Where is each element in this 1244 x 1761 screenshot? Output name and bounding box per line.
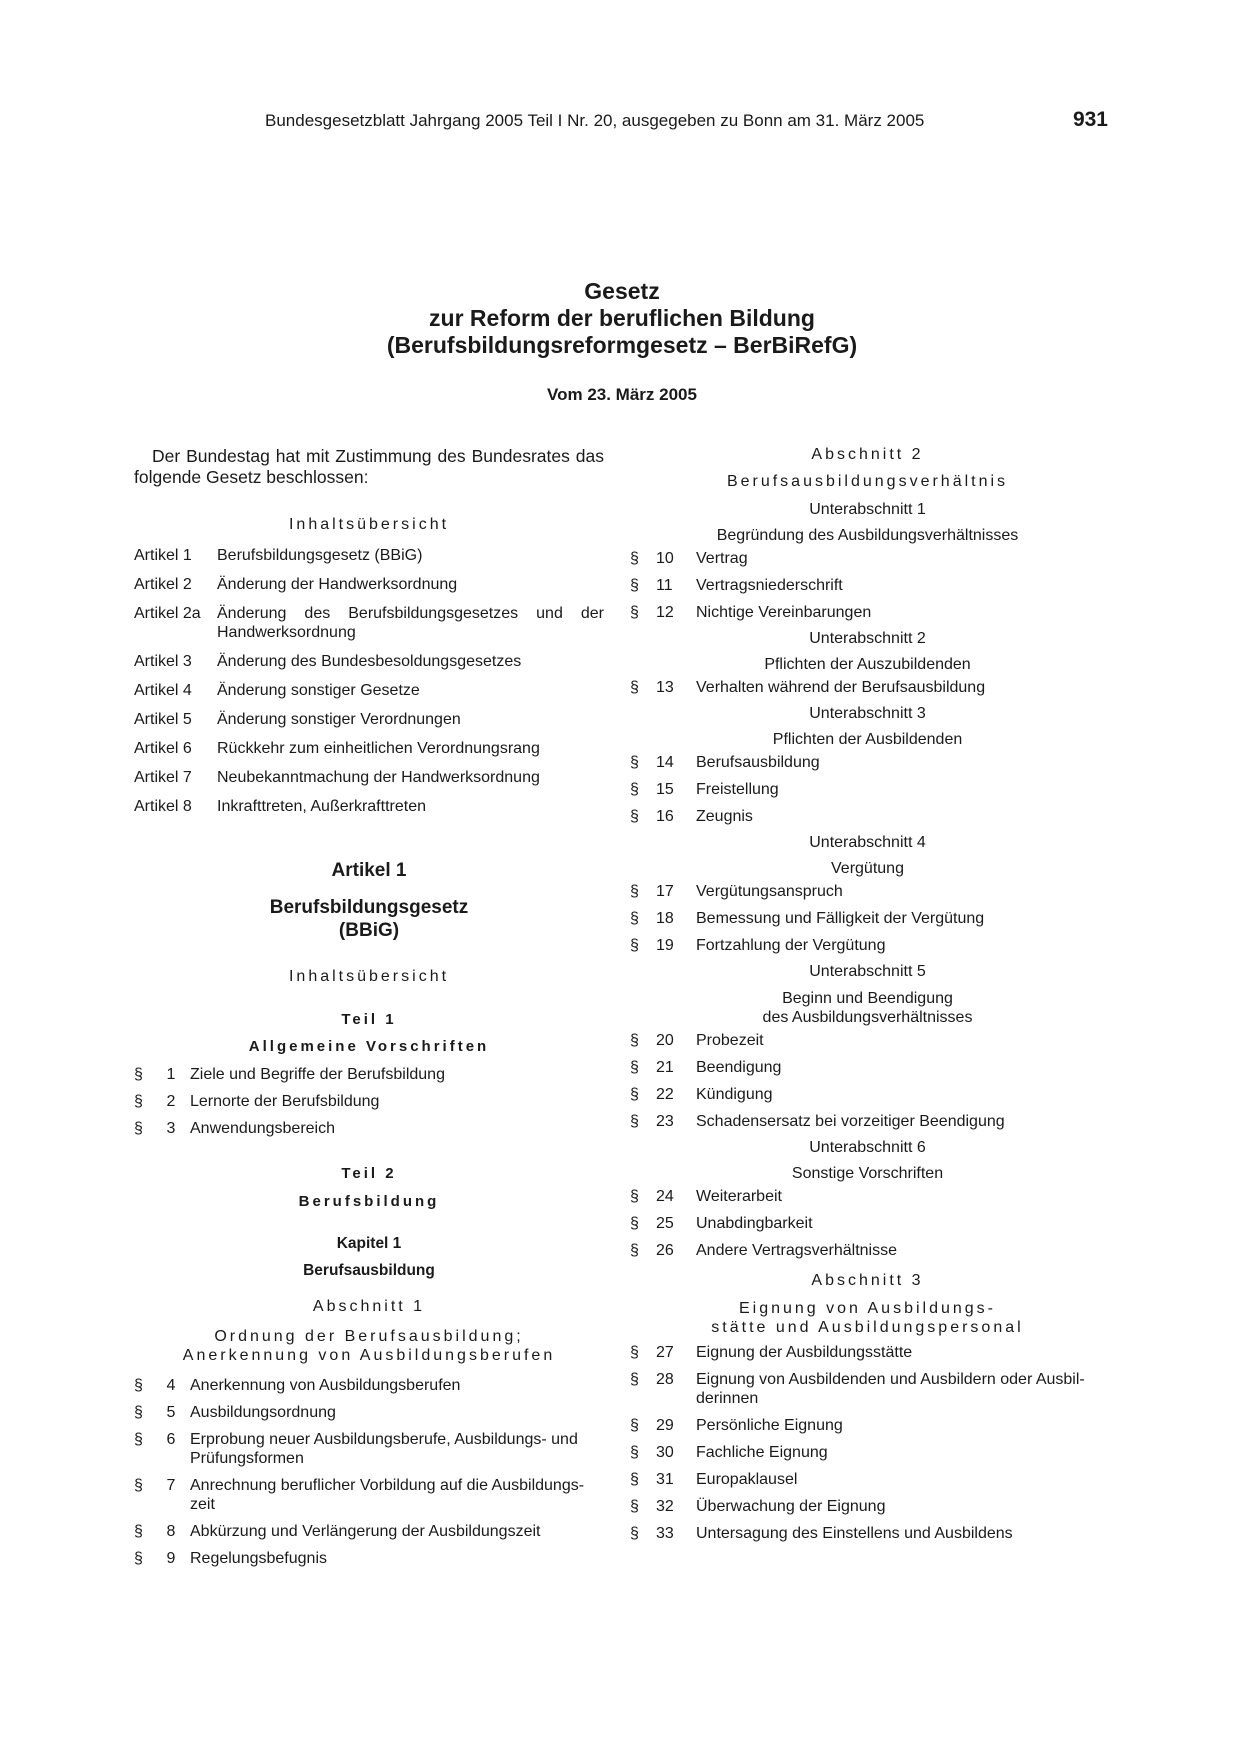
teil1-list <box>134 1065 604 1138</box>
article-row <box>134 797 604 816</box>
section-symbol: § <box>630 1344 639 1361</box>
section-symbol: § <box>630 1086 639 1103</box>
overview-heading: Inhaltsübersicht <box>288 516 450 533</box>
section-title: Abkürzung und Verlängerung der Ausbildungszeit <box>190 1523 541 1540</box>
section-number: 6 <box>166 1431 176 1448</box>
article-title: Änderung sonstiger Verordnungen <box>217 711 461 728</box>
unterabschnitt-heading: Unterabschnitt 3 <box>809 705 926 722</box>
section-number: 9 <box>166 1550 176 1567</box>
artikel1-title-line2: (BBiG) <box>338 920 400 941</box>
section-symbol: § <box>630 1032 639 1049</box>
abschnitt3-title-line2: stätte und Ausbildungspersonal <box>711 1319 1024 1336</box>
section-number: 23 <box>656 1113 674 1130</box>
article-row <box>134 652 604 671</box>
unterabschnitt-title: Vergütung <box>831 860 904 877</box>
law-title-line3: (Berufsbildungsreformgesetz – BerBiRefG) <box>386 332 858 358</box>
section-title: Vergütungsanspruch <box>696 883 843 900</box>
section-symbol: § <box>630 577 639 594</box>
article-title: Berufsbildungsgesetz (BBiG) <box>217 547 423 564</box>
section-title: Europaklausel <box>696 1471 798 1488</box>
section-number: 12 <box>656 604 674 621</box>
article-row <box>134 546 604 565</box>
section-number: 15 <box>656 781 674 798</box>
article-title: Neubekanntmachung der Handwerksordnung <box>217 769 540 786</box>
section-number: 4 <box>166 1377 176 1394</box>
unterabschnitt-title: Begründung des Ausbildungsverhältnisses <box>716 527 1019 544</box>
paragraph-row <box>630 1443 1105 1462</box>
section-title: Eignung von Ausbildenden und Ausbildern oder Ausbil-derinnen <box>696 1371 1085 1407</box>
article-label: Artikel 4 <box>134 682 192 699</box>
section-number: 30 <box>656 1444 674 1461</box>
section-title: Vertrag <box>696 550 748 567</box>
section-symbol: § <box>630 910 639 927</box>
section-number: 32 <box>656 1498 674 1515</box>
article-title: Änderung des Berufsbildungsgesetzes und der Handwerksordnung <box>217 605 604 641</box>
section-title: Anrechnung beruflicher Vorbildung auf die Ausbildungs-zeit <box>190 1477 585 1513</box>
kapitel1-heading: Kapitel 1 <box>336 1235 402 1252</box>
section-symbol: § <box>630 604 639 621</box>
law-title-line1: Gesetz <box>584 278 660 304</box>
paragraph-row <box>630 1031 1105 1050</box>
article-label: Artikel 6 <box>134 740 192 757</box>
section-number: 17 <box>656 883 674 900</box>
section-number: 21 <box>656 1059 674 1076</box>
article-label: Artikel 2 <box>134 576 192 593</box>
article-title: Änderung der Handwerksordnung <box>217 576 458 593</box>
section-number: 7 <box>166 1477 176 1494</box>
section-title: Freistellung <box>696 781 779 798</box>
paragraph-row <box>630 576 1105 595</box>
abschnitt3-title <box>630 1299 1105 1337</box>
paragraph-row <box>134 1119 604 1138</box>
paragraph-row <box>134 1430 604 1468</box>
unterabschnitt-title: Pflichten der Auszubildenden <box>764 656 971 673</box>
paragraph-row <box>630 603 1105 622</box>
paragraph-row <box>630 1416 1105 1435</box>
paragraph-row <box>630 1214 1105 1233</box>
section-number: 11 <box>656 577 673 594</box>
abschnitt3-heading: Abschnitt 3 <box>811 1272 924 1289</box>
section-number: 3 <box>166 1120 176 1137</box>
article-row <box>134 768 604 787</box>
running-header: Bundesgesetzblatt Jahrgang 2005 Teil I Nr. 20, ausgegeben zu Bonn am 31. März 2005 <box>265 111 925 130</box>
law-title <box>0 278 1244 359</box>
section-number: 1 <box>166 1066 176 1083</box>
paragraph-row <box>630 780 1105 799</box>
section-symbol: § <box>630 883 639 900</box>
unterabschnitt-title: Sonstige Vorschriften <box>791 1165 944 1182</box>
paragraph-row <box>630 1058 1105 1077</box>
section-number: 13 <box>656 679 674 696</box>
section-symbol: § <box>630 1371 639 1388</box>
section-number: 28 <box>656 1371 674 1388</box>
section-symbol: § <box>134 1431 143 1448</box>
teil2-title: Berufsbildung <box>298 1193 440 1210</box>
unterabschnitt-title-line1: Beginn und Beendigung <box>782 990 953 1007</box>
article-label: Artikel 7 <box>134 769 192 786</box>
section-title: Berufsausbildung <box>696 754 820 771</box>
paragraph-row <box>134 1522 604 1541</box>
paragraph-row <box>630 882 1105 901</box>
paragraph-row <box>630 1343 1105 1362</box>
section-title: Lernorte der Berufsbildung <box>190 1093 380 1110</box>
abschnitt2-heading: Abschnitt 2 <box>811 446 924 463</box>
section-number: 20 <box>656 1032 674 1049</box>
section-title: Fachliche Eignung <box>696 1444 828 1461</box>
paragraph-row <box>630 549 1105 568</box>
article-label: Artikel 1 <box>134 547 192 564</box>
abschnitt1-title <box>134 1327 604 1365</box>
section-symbol: § <box>134 1550 143 1567</box>
section-title: Erprobung neuer Ausbildungsberufe, Ausbildungs- und Prüfungsformen <box>190 1431 578 1467</box>
section-number: 19 <box>656 937 674 954</box>
left-column <box>134 446 604 1576</box>
section-symbol: § <box>134 1093 143 1110</box>
section-symbol: § <box>134 1523 143 1540</box>
artikel1-heading: Artikel 1 <box>331 860 407 881</box>
section-title: Weiterarbeit <box>696 1188 782 1205</box>
paragraph-row <box>134 1403 604 1422</box>
section-number: 27 <box>656 1344 674 1361</box>
unterabschnitt-title: Pflichten der Ausbildenden <box>772 731 963 748</box>
article-label: Artikel 8 <box>134 798 192 815</box>
section-title: Regelungsbefugnis <box>190 1550 327 1567</box>
right-column <box>630 446 1105 1551</box>
section-symbol: § <box>630 1525 639 1542</box>
section-symbol: § <box>630 1215 639 1232</box>
artikel1-title-line1: Berufsbildungsgesetz <box>269 897 469 918</box>
section-symbol: § <box>630 781 639 798</box>
paragraph-row <box>630 678 1105 697</box>
page-number: 931 <box>1072 108 1108 131</box>
paragraph-row <box>630 1524 1105 1543</box>
paragraph-row <box>134 1376 604 1395</box>
abschnitt1-list <box>134 1376 604 1568</box>
section-number: 18 <box>656 910 674 927</box>
section-number: 31 <box>656 1471 674 1488</box>
law-date: Vom 23. März 2005 <box>547 385 697 404</box>
unterabschnitt-heading: Unterabschnitt 2 <box>809 630 926 647</box>
teil1-title: Allgemeine Vorschriften <box>248 1038 490 1055</box>
section-symbol: § <box>134 1066 143 1083</box>
section-title: Anerkennung von Ausbildungsberufen <box>190 1377 461 1394</box>
article-title: Änderung sonstiger Gesetze <box>217 682 420 699</box>
article-title: Inkrafttreten, Außerkrafttreten <box>217 798 426 815</box>
section-title: Ziele und Begriffe der Berufsbildung <box>190 1066 445 1083</box>
section-number: 8 <box>166 1523 176 1540</box>
section-title: Zeugnis <box>696 808 753 825</box>
article-row <box>134 739 604 758</box>
paragraph-row <box>630 1085 1105 1104</box>
section-title: Nichtige Vereinbarungen <box>696 604 872 621</box>
section-symbol: § <box>630 1444 639 1461</box>
abschnitt1-title-line1: Ordnung der Berufsausbildung; <box>214 1328 524 1345</box>
unterabschnitt-title <box>630 989 1105 1027</box>
section-symbol: § <box>630 1242 639 1259</box>
section-title: Anwendungsbereich <box>190 1120 335 1137</box>
section-title: Bemessung und Fälligkeit der Vergütung <box>696 910 985 927</box>
paragraph-row <box>630 753 1105 772</box>
paragraph-row <box>134 1476 604 1514</box>
abschnitt2-title: Berufsausbildungsverhältnis <box>726 473 1009 490</box>
article-row <box>134 604 604 642</box>
article-title: Rückkehr zum einheitlichen Verordnungsrang <box>217 740 540 757</box>
paragraph-row <box>630 1112 1105 1131</box>
section-title: Andere Vertragsverhältnisse <box>696 1242 897 1259</box>
section-number: 14 <box>656 754 674 771</box>
section-title: Fortzahlung der Vergütung <box>696 937 886 954</box>
section-symbol: § <box>630 754 639 771</box>
section-title: Untersagung des Einstellens und Ausbildens <box>696 1525 1013 1542</box>
section-title: Ausbildungsordnung <box>190 1404 336 1421</box>
section-symbol: § <box>630 1188 639 1205</box>
unterabschnitt-heading: Unterabschnitt 1 <box>809 501 926 518</box>
section-number: 33 <box>656 1525 674 1542</box>
paragraph-row <box>134 1549 604 1568</box>
paragraph-row <box>630 1241 1105 1260</box>
section-symbol: § <box>630 550 639 567</box>
article-row <box>134 710 604 729</box>
section-symbol: § <box>630 937 639 954</box>
abschnitt3-title-line1: Eignung von Ausbildungs- <box>738 1300 997 1317</box>
paragraph-row <box>630 909 1105 928</box>
article-row <box>134 681 604 700</box>
section-symbol: § <box>630 808 639 825</box>
section-symbol: § <box>630 1498 639 1515</box>
section-symbol: § <box>630 1417 639 1434</box>
section-number: 16 <box>656 808 674 825</box>
paragraph-row <box>630 936 1105 955</box>
section-symbol: § <box>630 1059 639 1076</box>
law-title-line2: zur Reform der beruflichen Bildung <box>429 305 815 331</box>
section-number: 26 <box>656 1242 674 1259</box>
abschnitt1-heading: Abschnitt 1 <box>312 1298 426 1315</box>
section-number: 24 <box>656 1188 674 1205</box>
unterabschnitt-title-line2: des Ausbildungsverhältnisses <box>762 1009 973 1026</box>
section-symbol: § <box>134 1377 143 1394</box>
teil1-heading: Teil 1 <box>341 1011 397 1028</box>
section-symbol: § <box>630 1471 639 1488</box>
paragraph-row <box>630 1497 1105 1516</box>
section-title: Schadensersatz bei vorzeitiger Beendigung <box>696 1113 1005 1130</box>
paragraph-row <box>630 807 1105 826</box>
article-row <box>134 575 604 594</box>
article-list <box>134 546 604 816</box>
article-label: Artikel 2a <box>134 605 201 622</box>
section-title: Eignung der Ausbildungsstätte <box>696 1344 913 1361</box>
section-symbol: § <box>134 1120 143 1137</box>
section-title: Beendigung <box>696 1059 782 1076</box>
section-number: 10 <box>656 550 674 567</box>
unterabschnitt-heading: Unterabschnitt 5 <box>809 963 926 980</box>
paragraph-row <box>630 1470 1105 1489</box>
teil2-heading: Teil 2 <box>341 1165 397 1182</box>
section-number: 5 <box>166 1404 176 1421</box>
enacting-clause: Der Bundestag hat mit Zustimmung des Bundesrates das folgende Gesetz beschlossen: <box>134 446 604 487</box>
paragraph-row <box>134 1065 604 1084</box>
paragraph-row <box>630 1187 1105 1206</box>
artikel1-overview-heading: Inhaltsübersicht <box>288 968 450 985</box>
section-title: Überwachung der Eignung <box>696 1498 886 1515</box>
section-symbol: § <box>134 1477 143 1494</box>
section-number: 29 <box>656 1417 674 1434</box>
unterabschnitt-heading: Unterabschnitt 4 <box>809 834 926 851</box>
section-symbol: § <box>630 679 639 696</box>
section-number: 22 <box>656 1086 674 1103</box>
paragraph-row <box>134 1092 604 1111</box>
section-title: Probezeit <box>696 1032 764 1049</box>
section-symbol: § <box>134 1404 143 1421</box>
abschnitt1-title-line2: Anerkennung von Ausbildungsberufen <box>182 1347 556 1364</box>
article-label: Artikel 5 <box>134 711 192 728</box>
section-title: Kündigung <box>696 1086 773 1103</box>
section-title: Vertragsniederschrift <box>696 577 843 594</box>
kapitel1-title: Berufsausbildung <box>303 1262 435 1279</box>
section-title: Verhalten während der Berufsausbildung <box>696 679 986 696</box>
section-symbol: § <box>630 1113 639 1130</box>
section-number: 25 <box>656 1215 674 1232</box>
article-label: Artikel 3 <box>134 653 192 670</box>
section-number: 2 <box>166 1093 176 1110</box>
unterabschnitt-heading: Unterabschnitt 6 <box>809 1139 926 1156</box>
article-title: Änderung des Bundesbesoldungsgesetzes <box>217 653 522 670</box>
artikel1-title <box>134 896 604 942</box>
section-title: Persönliche Eignung <box>696 1417 843 1434</box>
section-title: Unabdingbarkeit <box>696 1215 813 1232</box>
paragraph-row <box>630 1370 1105 1408</box>
